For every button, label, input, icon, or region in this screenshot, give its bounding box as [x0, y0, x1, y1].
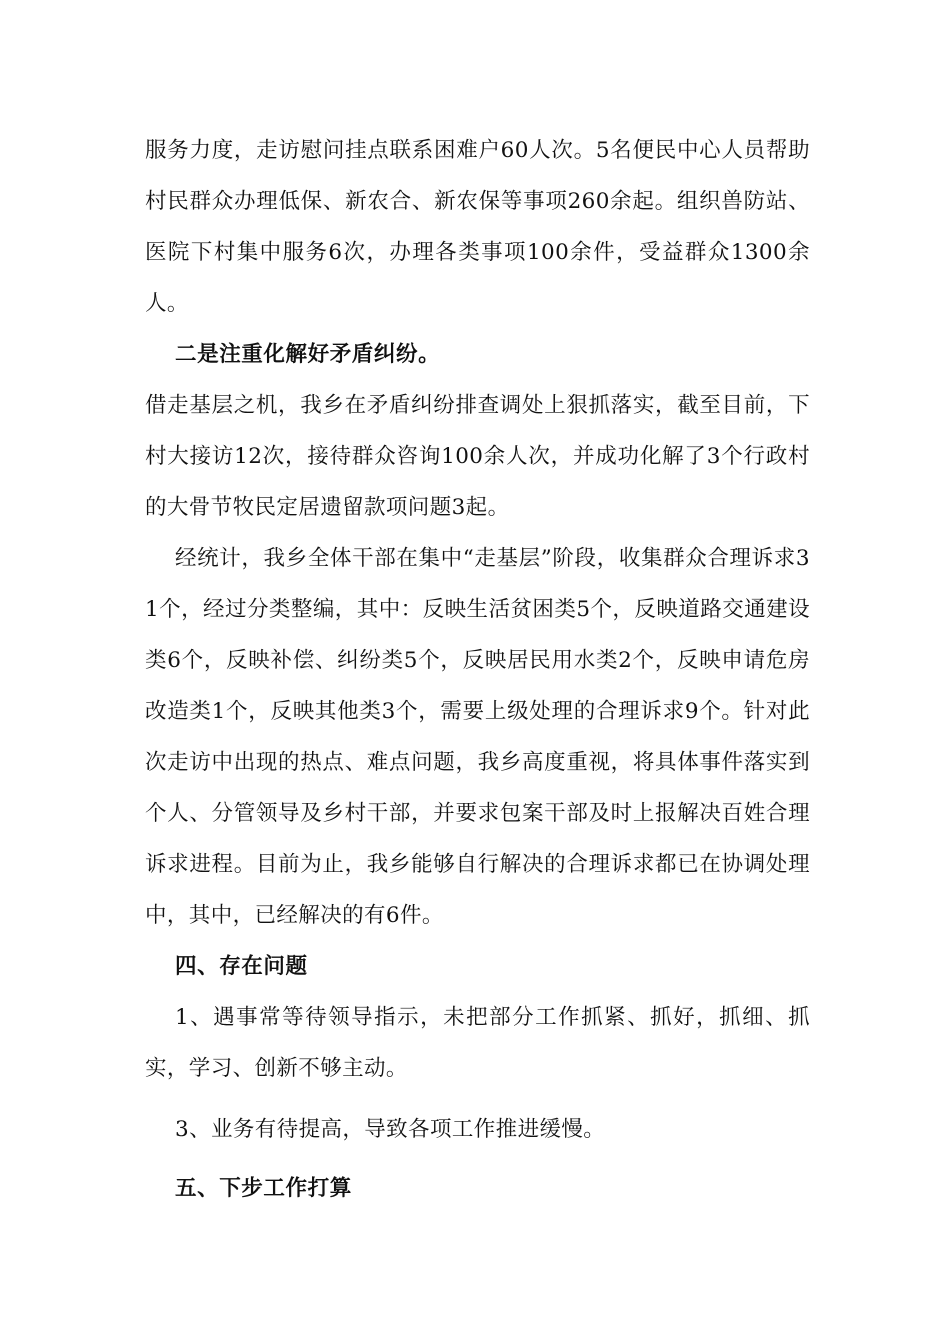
heading-next-steps: 五、下步工作打算	[175, 1176, 352, 1201]
paragraph-dispute-details: 借走基层之机，我乡在矛盾纠纷排查调处上狠抓落实，截至目前，下村大接访12次，接待群众咨询100余人次，并成功化解了3个行政村的大骨节牧民定居遗留款项问题3起。	[145, 393, 810, 520]
paragraph-service-stats: 服务力度，走访慰问挂点联系困难户60人次。5名便民中心人员帮助村民群众办理低保、新农合、新农保等事项260余起。组织兽防站、医院下村集中服务6次，办理各类事项100余件，受益群众1300余人。	[145, 138, 810, 316]
paragraph-statistics: 经统计，我乡全体干部在集中“走基层”阶段，收集群众合理诉求31个，经过分类整编，其中：反映生活贫困类5个，反映道路交通建设类6个，反映补偿、纠纷类5个，反映居民用水类2个，反映申请危房改造类1个，反映其他类3个，需要上级处理的合理诉求9个。针对此次走访中出现的热点、难点问题，我乡高度重视，将具体事件落实到个人、分管领导及乡村干部，并要求包案干部及时上报解决百姓合理诉求进程。目前为止，我乡能够自行解决的合理诉求都已在协调处理中，其中，已经解决的有6件。	[145, 546, 810, 928]
paragraph-problem-1: 1、遇事常等待领导指示，未把部分工作抓紧、抓好，抓细、抓实，学习、创新不够主动。	[145, 1005, 810, 1081]
heading-existing-problems: 四、存在问题	[175, 954, 308, 979]
heading-dispute-resolution: 二是注重化解好矛盾纠纷。	[175, 342, 441, 367]
paragraph-problem-3: 3、业务有待提高，导致各项工作推进缓慢。	[175, 1117, 606, 1142]
